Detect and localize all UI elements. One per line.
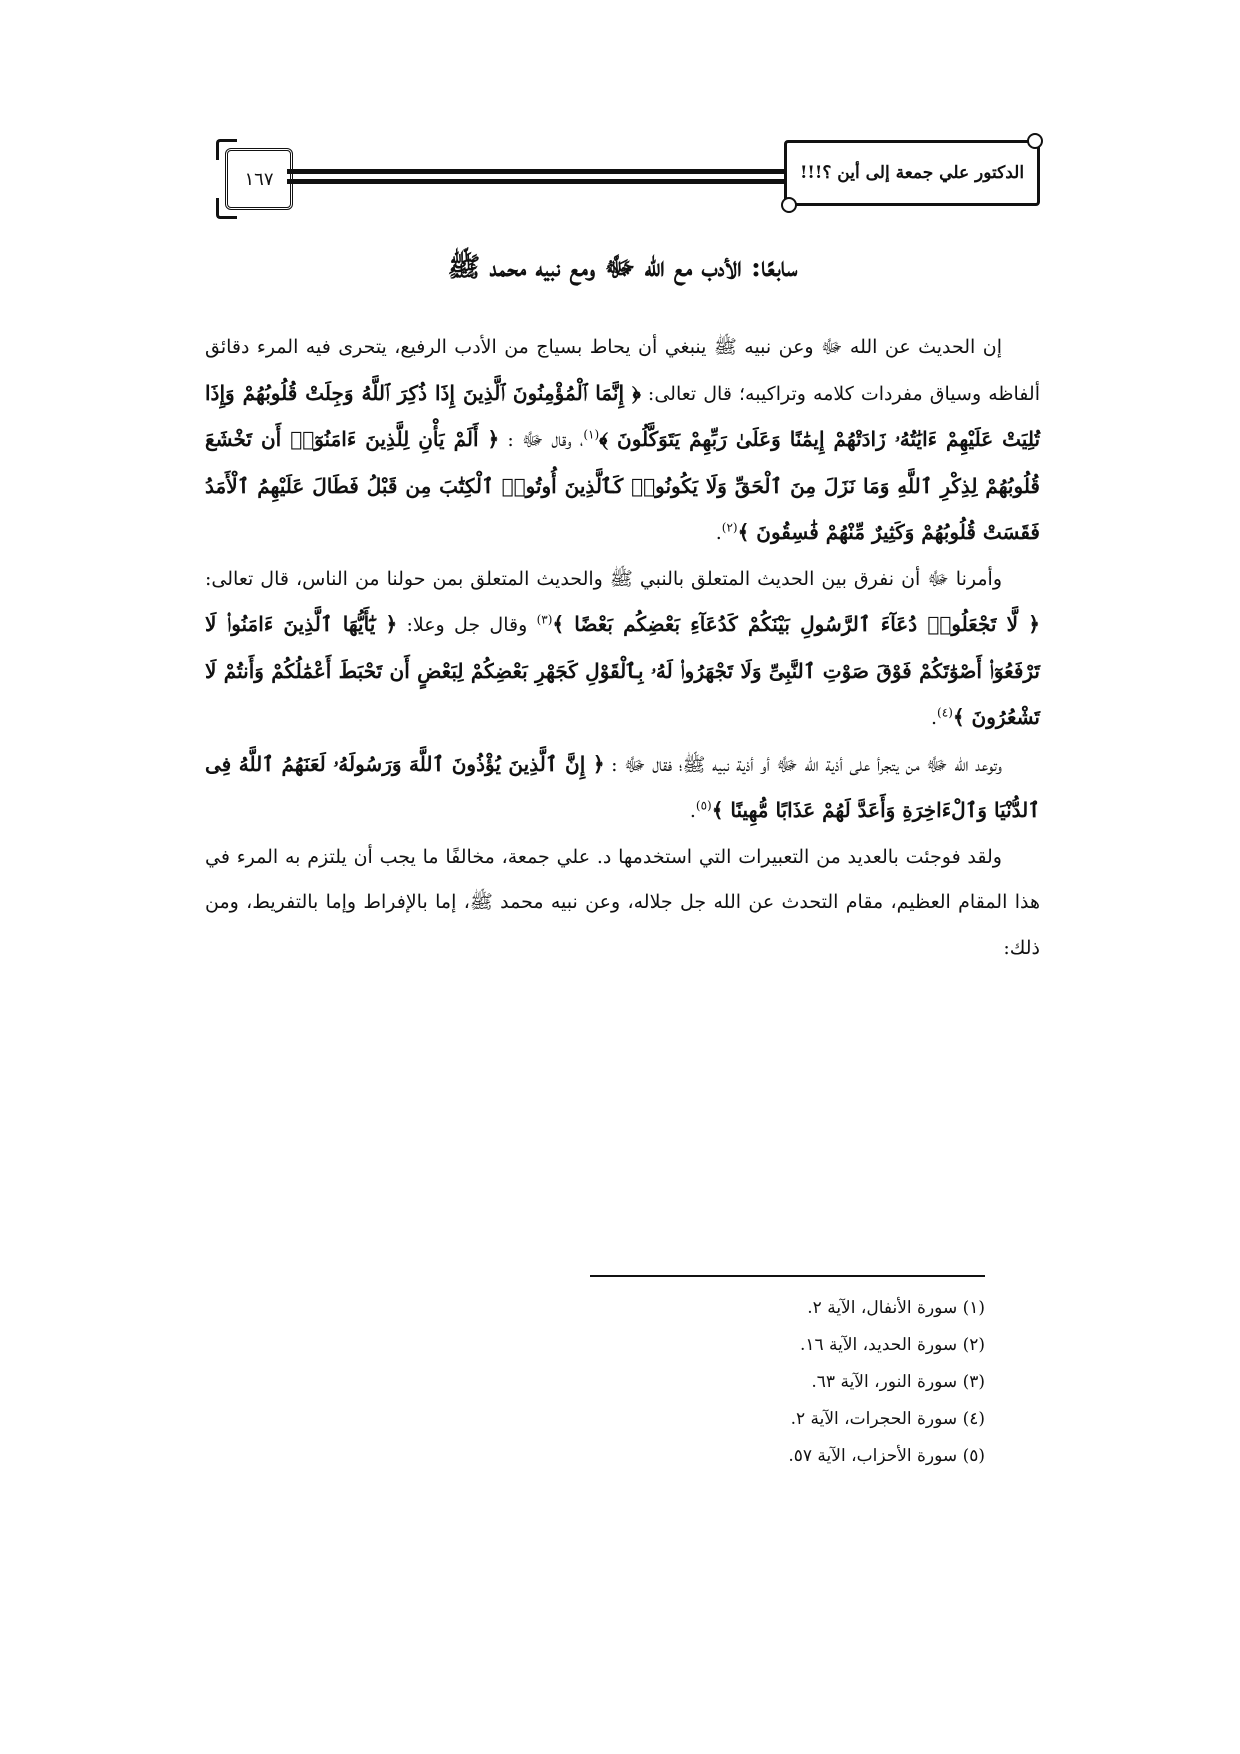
footnote-ref[interactable]: (٤) <box>937 705 953 720</box>
body-text <box>205 325 1040 971</box>
quran-verse: ﴿ إِنَّ ٱلَّذِينَ يُؤْذُونَ ٱللَّهَ وَرَسُولَهُۥ لَعَنَهُمُ ٱللَّهُ فِى ٱلدُّنْيَا وَٱلْءَاخِرَةِ وَأَعَدَّ لَهُمْ عَذَابًا مُّهِينًا ﴾ <box>205 751 1040 822</box>
footnotes <box>590 1290 985 1475</box>
header-rule-bottom <box>287 179 790 184</box>
page-number: ١٦٧ <box>244 168 274 190</box>
footnote-ref[interactable]: (١) <box>583 427 600 442</box>
footnote-ref[interactable]: (٣) <box>536 612 553 627</box>
quran-verse: ﴿ إِنَّمَا ٱلْمُؤْمِنُونَ ٱلَّذِينَ إِذَا ذُكِرَ ٱللَّهُ وَجِلَتْ قُلُوبُهُمْ وَإِذَا تُلِيَتْ عَلَيْهِمْ ءَايَٰتُهُۥ زَادَتْهُمْ إِيمَٰنًا وَعَلَىٰ رَبِّهِمْ يَتَوَكَّلُونَ ﴾ <box>205 380 1041 451</box>
header-rule-top <box>287 169 790 174</box>
section-heading: سابعًا: الأدب مع الله ﷻ ومع نبيه محمد ﷺ <box>447 252 798 283</box>
footnote-item: (٣) سورة النور، الآية ٦٣. <box>811 1372 985 1392</box>
running-title-frame <box>784 140 1040 206</box>
paragraph-text: وقال جل وعلا: <box>406 614 528 636</box>
paragraph-1: إن الحديث عن الله ﷻ وعن نبيه ﷺ ينبغي أن يحاط بسياج من الأدب الرفيع، يتحرى فيه المرء دقائق ألفاظه وسياق مفردات كلامه وتراكيبه؛ قال تعالى: ﴿ إِنَّمَا ٱلْمُؤْمِنُونَ ٱلَّذِينَ إِذَا ذُكِرَ ٱللَّهُ وَجِلَتْ قُلُوبُهُمْ وَإِذَا تُلِيَتْ عَلَيْهِمْ ءَايَٰتُهُۥ زَادَتْهُمْ إِيمَٰنًا وَعَلَىٰ رَبِّهِمْ يَتَوَكَّلُونَ ﴾$^{(١)}$، وقال ﷻ : ﴿ أَلَمْ يَأْنِ لِلَّذِينَ ءَامَنُوٓا۟ أَن تَخْشَعَ قُلُوبُهُمْ لِذِكْرِ ٱللَّهِ وَمَا نَزَلَ مِنَ ٱلْحَقِّ وَلَا يَكُونُوا۟ كَٱلَّذِينَ أُوتُوا۟ ٱلْكِتَٰبَ مِن قَبْلُ فَطَالَ عَلَيْهِمُ ٱلْأَمَدُ فَقَسَتْ قُلُوبُهُمْ وَكَثِيرٌ مِّنْهُمْ فَٰسِقُونَ ﴾$^{(٢)}$. <box>205 336 1041 544</box>
page-header <box>205 140 1040 220</box>
quran-verse: ﴿ يَٰٓأَيُّهَا ٱلَّذِينَ ءَامَنُوا۟ لَا تَرْفَعُوٓا۟ أَصْوَٰتَكُمْ فَوْقَ صَوْتِ ٱلنَّبِىِّ وَلَا تَجْهَرُوا۟ لَهُۥ بِٱلْقَوْلِ كَجَهْرِ بَعْضِكُمْ لِبَعْضٍ أَن تَحْبَطَ أَعْمَٰلُكُمْ وَأَنتُمْ لَا تَشْعُرُونَ ﴾ <box>205 612 1040 729</box>
footnote-separator <box>590 1275 985 1277</box>
scroll-ornament <box>1027 133 1043 149</box>
footnote-item: (١) سورة الأنفال، الآية ٢. <box>807 1298 985 1318</box>
paragraph-text: ، وقال ﷻ : <box>507 429 584 451</box>
footnote-item: (٥) سورة الأحزاب، الآية ٥٧. <box>788 1446 985 1466</box>
page-number-frame <box>225 148 293 210</box>
footnote-ref[interactable]: (٥) <box>695 798 712 813</box>
footnote-item: (٢) سورة الحديد، الآية ١٦. <box>799 1335 985 1355</box>
scroll-ornament <box>781 197 797 213</box>
paragraph-text: وأمرنا ﷻ أن نفرق بين الحديث المتعلق بالنبي ﷺ والحديث المتعلق بمن حولنا من الناس، قال تعالى: <box>205 567 1002 590</box>
footnote-ref[interactable]: (٢) <box>721 520 738 535</box>
paragraph-4: ولقد فوجئت بالعديد من التعبيرات التي استخدمها د. علي جمعة، مخالفًا ما يجب أن يلتزم به المرء في هذا المقام العظيم، مقام التحدث عن الله جل جلاله، وعن نبيه محمد ﷺ، إما بالإفراط وإما بالتفريط، ومن ذلك: <box>205 845 1040 959</box>
footnote-item: (٤) سورة الحجرات، الآية ٢. <box>790 1409 985 1429</box>
paragraph-2: وأمرنا ﷻ أن نفرق بين الحديث المتعلق بالنبي ﷺ والحديث المتعلق بمن حولنا من الناس، قال تعالى: ﴿ لَّا تَجْعَلُوا۟ دُعَآءَ ٱلرَّسُولِ بَيْنَكُمْ كَدُعَآءِ بَعْضِكُم بَعْضًا ﴾$^{(٣)}$ وقال جل وعلا: ﴿ يَٰٓأَيُّهَا ٱلَّذِينَ ءَامَنُوا۟ لَا تَرْفَعُوٓا۟ أَصْوَٰتَكُمْ فَوْقَ صَوْتِ ٱلنَّبِىِّ وَلَا تَجْهَرُوا۟ لَهُۥ بِٱلْقَوْلِ كَجَهْرِ بَعْضِكُمْ لِبَعْضٍ أَن تَحْبَطَ أَعْمَٰلُكُمْ وَأَنتُمْ لَا تَشْعُرُونَ ﴾$^{(٤)}$. <box>205 567 1040 729</box>
paragraph-text: وتوعد الله ﷻ من يتجرأ على أذية الله ﷻ أو أذية نبيه ﷺ؛ فقال ﷻ : <box>611 753 1002 776</box>
running-title: الدكتور علي جمعة إلى أين ؟!!! <box>799 163 1025 183</box>
quran-verse: ﴿ لَّا تَجْعَلُوا۟ دُعَآءَ ٱلرَّسُولِ بَيْنَكُمْ كَدُعَآءِ بَعْضِكُم بَعْضًا ﴾ <box>552 612 1040 636</box>
paragraph-3: وتوعد الله ﷻ من يتجرأ على أذية الله ﷻ أو أذية نبيه ﷺ؛ فقال ﷻ : ﴿ إِنَّ ٱلَّذِينَ يُؤْذُونَ ٱللَّهَ وَرَسُولَهُۥ لَعَنَهُمُ ٱللَّهُ فِى ٱلدُّنْيَا وَٱلْءَاخِرَةِ وَأَعَدَّ لَهُمْ عَذَابًا مُّهِينًا ﴾$^{(٥)}$. <box>205 751 1040 822</box>
quran-verse: ﴿ أَلَمْ يَأْنِ لِلَّذِينَ ءَامَنُوٓا۟ أَن تَخْشَعَ قُلُوبُهُمْ لِذِكْرِ ٱللَّهِ وَمَا نَزَلَ مِنَ ٱلْحَقِّ وَلَا يَكُونُوا۟ كَٱلَّذِينَ أُوتُوا۟ ٱلْكِتَٰبَ مِن قَبْلُ فَطَالَ عَلَيْهِمُ ٱلْأَمَدُ فَقَسَتْ قُلُوبُهُمْ وَكَثِيرٌ مِّنْهُمْ فَٰسِقُونَ ﴾ <box>205 427 1040 544</box>
paragraph-text: إن الحديث عن الله ﷻ وعن نبيه ﷺ ينبغي أن يحاط بسياج من الأدب الرفيع، يتحرى فيه المرء دقائق ألفاظه وسياق مفردات كلامه وتراكيبه؛ قال تعالى: <box>205 336 1040 405</box>
